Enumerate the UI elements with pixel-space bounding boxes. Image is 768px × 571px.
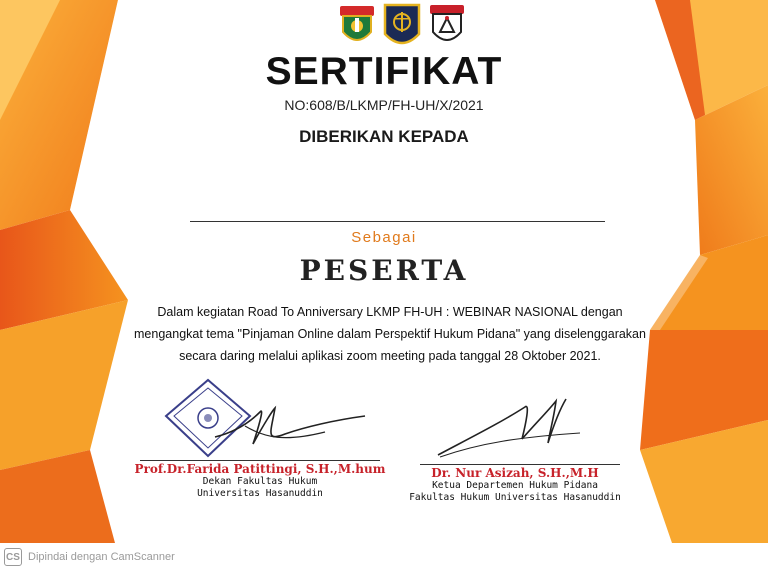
department-head-institution: Fakultas Hukum Universitas Hasanuddin — [409, 492, 621, 503]
scanner-text: Dipindai dengan CamScanner — [28, 551, 175, 563]
lkmp-emblem-icon — [428, 2, 466, 50]
logo-group — [336, 2, 466, 54]
dean-signature — [205, 392, 375, 462]
law-faculty-emblem-icon — [382, 2, 422, 52]
as-label: Sebagai — [351, 229, 417, 246]
department-head-signatory — [395, 466, 635, 504]
recipient-name-line — [190, 221, 605, 222]
certificate-number: NO:608/B/LKMP/FH-UH/X/2021 — [284, 97, 484, 113]
department-head-position: Ketua Departemen Hukum Pidana — [432, 480, 598, 491]
department-head-name: Dr. Nur Asizah, S.H.,M.H — [431, 466, 599, 480]
department-head-signature-line — [420, 464, 620, 465]
description-line: Dalam kegiatan Road To Anniversary LKMP FH-UH : WEBINAR NASIONAL dengan — [157, 305, 623, 319]
department-head-signature — [430, 393, 600, 465]
dean-signature-line — [140, 460, 380, 461]
participant-role: PESERTA — [299, 254, 469, 287]
scanner-watermark — [4, 547, 175, 567]
certificate-title: SERTIFIKAT — [265, 50, 503, 93]
camscanner-icon: CS — [4, 548, 22, 566]
university-emblem-icon — [338, 2, 376, 50]
dean-name: Prof.Dr.Farida Patittingi, S.H.,M.hum — [134, 462, 386, 476]
given-to-label: DIBERIKAN KEPADA — [299, 127, 469, 146]
description-line: secara daring melalui aplikasi zoom meeting pada tanggal 28 Oktober 2021. — [179, 349, 601, 363]
description-line: mengangkat tema "Pinjaman Online dalam Perspektif Hukum Pidana" yang diselenggarakan — [134, 327, 646, 341]
dean-signatory — [130, 462, 390, 500]
dean-institution: Universitas Hasanuddin — [197, 488, 323, 499]
certificate-description — [100, 301, 680, 367]
dean-position: Dekan Fakultas Hukum — [202, 476, 318, 487]
